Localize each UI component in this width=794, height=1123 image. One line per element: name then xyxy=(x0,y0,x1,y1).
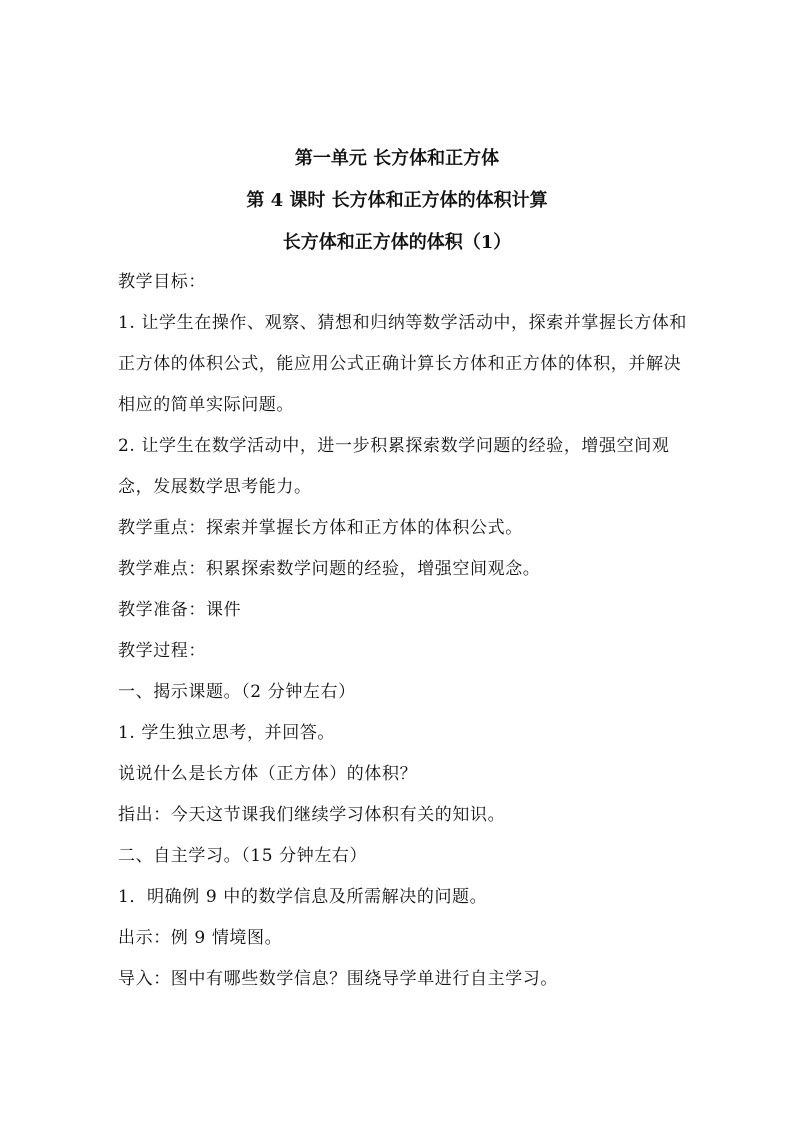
paragraph-key-point: 教学重点：探索并掌握长方体和正方体的体积公式。 xyxy=(118,518,523,538)
paragraph-point-out: 指出：今天这节课我们继续学习体积有关的知识。 xyxy=(118,805,506,825)
paragraph-show-example: 出示：例 9 情境图。 xyxy=(118,928,283,948)
paragraph-goal-1: 1. 让学生在操作、观察、猜想和归纳等数学活动中，探索并掌握长方体和正方体的体积公式，能应用公式正确计算长方体和正方体的体积，并解决相应的简单实际问题。 xyxy=(118,313,688,415)
paragraph-question: 说说什么是长方体（正方体）的体积？ xyxy=(118,764,418,784)
topic-title: 长方体和正方体的体积（1） xyxy=(282,232,512,253)
paragraph-teaching-goals-heading: 教学目标： xyxy=(118,272,206,292)
paragraph-step-1: 1. 学生独立思考，并回答。 xyxy=(118,723,336,743)
lesson-body xyxy=(118,262,688,1000)
paragraph-example-info: 1．明确例 9 中的数学信息及所需解决的问题。 xyxy=(118,887,488,907)
unit-title: 第一单元 长方体和正方体 xyxy=(294,148,500,169)
lesson-title: 第 4 课时 长方体和正方体的体积计算 xyxy=(246,190,548,211)
paragraph-introduction: 导入：图中有哪些数学信息？围绕导学单进行自主学习。 xyxy=(118,969,558,989)
paragraph-difficulty: 教学难点：积累探索数学问题的经验，增强空间观念。 xyxy=(118,559,541,579)
paragraph-section-1: 一、揭示课题。（2 分钟左右） xyxy=(118,682,356,702)
paragraph-process-heading: 教学过程： xyxy=(118,641,206,661)
paragraph-section-2: 二、自主学习。（15 分钟左右） xyxy=(118,846,368,866)
paragraph-goal-2: 2. 让学生在数学活动中，进一步积累探索数学问题的经验，增强空间观念，发展数学思考能力。 xyxy=(118,436,670,497)
paragraph-preparation: 教学准备：课件 xyxy=(118,600,242,620)
